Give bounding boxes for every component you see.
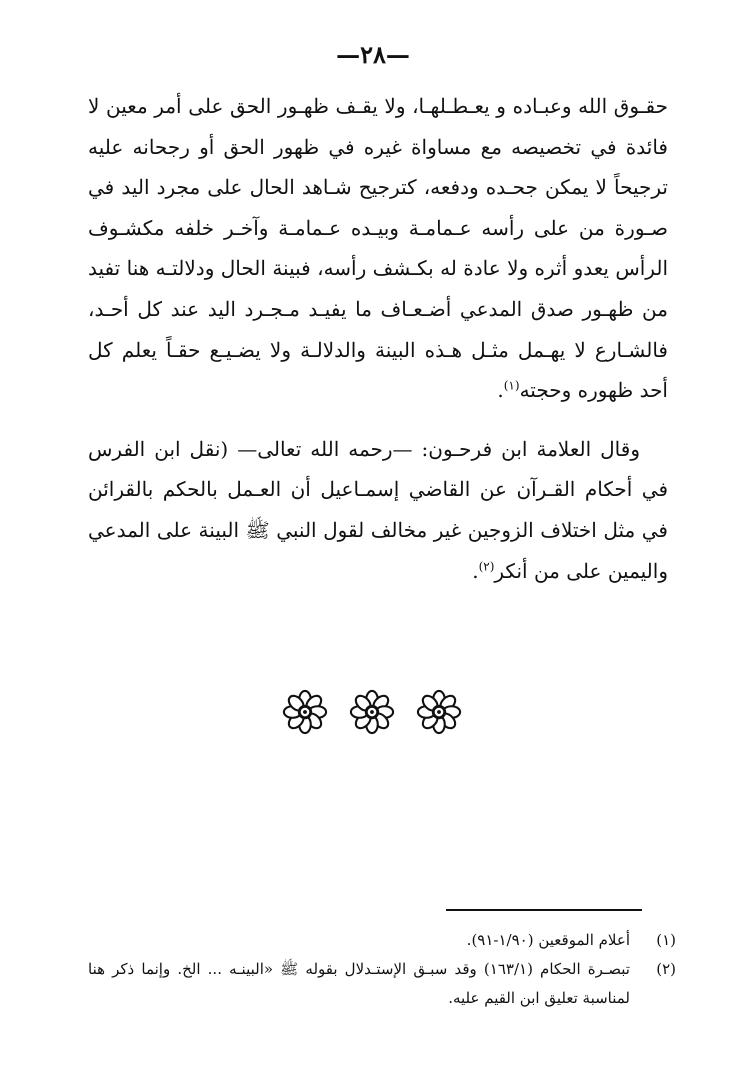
flower-ornament-icon [349,689,395,735]
paragraph-2-text: وقال العلامة ابن فرحـون: —رحمه الله تعالى— (نقل ابن الفرس في أحكام القـرآن عن القاضي إسمـاعيل أن العـمل بالحكم بالقرائن في مثل اختلاف الزوجين غير مخالف لقول النبي ﷺ البينة على المدعي واليمين على من أنكر [88,436,668,583]
footnote-ref-1[interactable]: (١) [503,378,520,393]
flower-ornament-icon [416,689,462,735]
footnotes [88,926,676,1013]
paragraph-1-text: حقـوق الله وعبـاده و يعـطـلهـا، ولا يقـف ظهـور الحق على أمر معين لا فائدة في تخصيصه مع مساواة غيره في ظهور الحق أو رجحانه عليه ترجيحاً لا يمكن جحـده ودفعه، كترجيح شـاهد الحال على مجرد اليد في صـورة من على رأسه عـمامـة وبيـده عـمامـة وآخـر خلفه مكشـوف الرأس يعدو أثره ولا عادة له بكـشف رأسه، فبينة الحال ودلالتـه هنا تفيد من ظهـور صدق المدعي أضـعـاف ما يفيـد مـجـرد اليد عند كل أحـد، فالشـارع لا يهـمل مثـل هـذه البينة والدلالـة ولا يضـيـع حقـاً يعلم كل أحد ظهوره وحجته [88,94,668,403]
footnote-number: (١) [656,931,676,949]
main-text [88,86,668,591]
section-divider-ornaments [282,688,462,736]
footnote-ref-2[interactable]: (٢) [478,558,495,573]
footnote-separator [446,909,642,911]
footnote-text: أعلام الموقعين (١/٩٠-٩١). [466,931,630,949]
page-number: —٢٨— [336,40,410,69]
footnote-number: (٢) [656,960,676,978]
flower-ornament-icon [282,689,328,735]
paragraph-1: حقـوق الله وعبـاده و يعـطـلهـا، ولا يقـف ظهـور الحق على أمر معين لا فائدة في تخصيصه مع مساواة غيره في ظهور الحق أو رجحانه عليه ترجيحاً لا يمكن جحـده ودفعه، كترجيح شـاهد الحال على مجرد اليد في صـورة من على رأسه عـمامـة وبيـده عـمامـة وآخـر خلفه مكشـوف الرأس يعدو أثره ولا عادة له بكـشف رأسه، فبينة الحال ودلالتـه هنا تفيد من ظهـور صدق المدعي أضـعـاف ما يفيـد مـجـرد اليد عند كل أحـد، فالشـارع لا يهـمل مثـل هـذه البينة والدلالـة ولا يضـيـع حقـاً يعلم كل أحد ظهوره وحجته$^{(١)}$. [88,94,668,403]
footnote-text: تبصـرة الحكام (١٦٣/١) وقد سبـق الإستـدلال بقوله ﷺ «البينـه ... الخ. وإنما ذكر هنا لمناسبة تعليق ابن القيم عليه. [88,960,630,1007]
footnote-item [88,955,676,1013]
footnote-item [88,926,676,955]
paragraph-2: وقال العلامة ابن فرحـون: —رحمه الله تعالى— (نقل ابن الفرس في أحكام القـرآن عن القاضي إسمـاعيل أن العـمل بالحكم بالقرائن في مثل اختلاف الزوجين غير مخالف لقول النبي ﷺ البينة على المدعي واليمين على من أنكر$^{(٢)}$. [88,436,668,583]
